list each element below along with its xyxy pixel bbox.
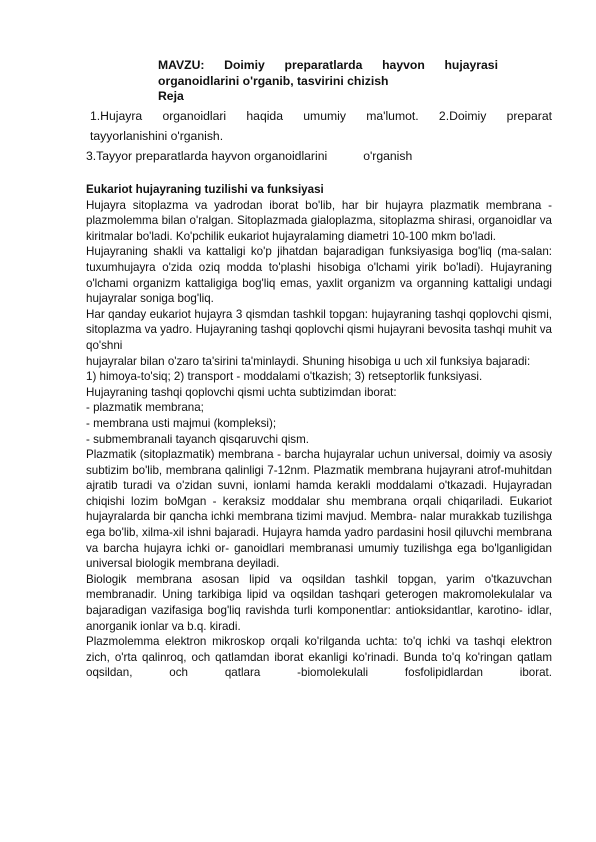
- topic-line-1: [158, 58, 498, 74]
- paragraph: Hujayra sitoplazma va yadrodan iborat bo'lib, har bir hujayra plazmatik membrana - plazmolemma bilan o'ralgan. Sitoplazmada gialoplazma, sitoplazma shirasi, organoidlar va kiritmalar bo'ladi. Ko'pchilik eukariot hujayralaming diametri 10-100 mkm bo'ladi.: [86, 198, 552, 243]
- plan-item-3: 3.Tayyor preparatlarda hayvon organoidlarini: [86, 149, 328, 163]
- plan-line-2: tayyorlanishini o'rganish.: [90, 129, 224, 143]
- plan-word: haqida: [246, 109, 283, 123]
- list-item: - submembranali tayanch qisqaruvchi qism.: [86, 432, 309, 446]
- paragraph: 1) himoya-to'siq; 2) transport - moddalami o'tkazish; 3) retseptorlik funksiyasi.: [86, 370, 483, 384]
- plan-list: [86, 106, 552, 166]
- plan-word: 2.Doimiy: [438, 109, 487, 123]
- topic-word: Doimiy: [224, 58, 265, 72]
- topic-word: hayvon: [382, 58, 425, 72]
- topic-word: hujayrasi: [444, 58, 498, 72]
- plan-word: 1.Hujayra: [90, 109, 143, 123]
- plan-line-3: [86, 146, 552, 166]
- plan-line-1: [86, 106, 552, 126]
- topic-word: MAVZU:: [158, 58, 205, 72]
- section-heading: Eukariot hujayraning tuzilishi va funksiyasi: [86, 183, 324, 196]
- topic-line-2: organoidlarini o'rganib, tasvirini chizish: [158, 73, 389, 88]
- list-item: - membrana usti majmui (kompleksi);: [86, 416, 277, 430]
- paragraph: Hujayraning tashqi qoplovchi qismi uchta subtizimdan iborat:: [86, 385, 397, 399]
- list-item: - plazmatik membrana;: [86, 401, 204, 415]
- plan-word: organoidlari: [162, 109, 227, 123]
- plan-word: preparat: [506, 109, 552, 123]
- paragraph: hujayralar bilan o'zaro ta'sirini ta'minlaydi. Shuning hisobiga u uch xil funksiya bajaradi:: [86, 354, 531, 368]
- paragraph: Plazmolemma elektron mikroskop orqali ko'rilganda uchta: to'q ichki va tashqi elektron zich, o'rta qalinroq, och qatlamdan iborat ekanligi ko'rinadi. Bunda to'q ko'ringan qatlam oqsildan, och qatlara -biomolekulali fosfolipidlardan iborat.: [86, 635, 552, 680]
- topic-word: preparatlarda: [284, 58, 363, 72]
- paragraph: Biologik membrana asosan lipid va oqsildan tashkil topgan, yarim o'tkazuvchan membranadir. Uning tarkibiga lipid va oqsildan tashqari geterogen makromolekulalar va bajaradigan vazifasiga bog'liq ravishda turli komponentlar: antioksidantlar, karotino- idlar, anorganik ionlar va b.q. kiradi.: [86, 572, 552, 633]
- plan-item-3-end: o'rganish: [363, 149, 413, 163]
- plan-label: Reja: [158, 89, 184, 103]
- plan-word: ma'lumot.: [366, 109, 419, 123]
- section-body: [86, 182, 552, 681]
- paragraph: Har qanday eukariot hujayra 3 qismdan tashkil topgan: hujayraning tashqi qoplovchi qismi, sitoplazma va yadro. Hujayraning tashqi qoplovchi qismi hujayrani bevosita tashqi muhit va qo'shni: [86, 307, 552, 352]
- paragraph: Plazmatik (sitoplazmatik) membrana - barcha hujayralar uchun universal, doimiy va asosiy subtizim bo'lib, membrana qalinligi 7-12nm. Plazmatik membrana hujayrani atrof-muhitdan ajratib turadi va o'zidan suvni, ionlami hamda kerakli moddalami o'tkazadi. Hujayradan chiqishi lozim boMgan - keraksiz moddalar shu membrana orqali chiqariladi. Eukariot hujayralarda bir qancha ichki membrana tizimi mavjud. Membra- nalar murakkab tuzilishga ega bo'lib, xilma-xil ishni bajaradi. Hujayra hamda yadro pardasini hosil qiluvchi membrana va barcha hujayra ichki or- ganoidlari membranasi umumiy tuzilishga ega bo'lganligidan universal biologik membrana deyiladi.: [86, 448, 552, 571]
- paragraph: Hujayraning shakli va kattaligi ko'p jihatdan bajaradigan funksiyasiga bog'liq (ma-salan: tuxumhujayra o'zida oziq modda to'plashi hisobiga o'lchami yirik bo'ladi). Hujayraning o'lchami organizm kattaligiga bog'liq emas, yaxlit organizm va organning kattaligi undagi hujayralar soniga bog'liq.: [86, 245, 552, 306]
- topic-title: [158, 58, 498, 105]
- plan-word: umumiy: [303, 109, 346, 123]
